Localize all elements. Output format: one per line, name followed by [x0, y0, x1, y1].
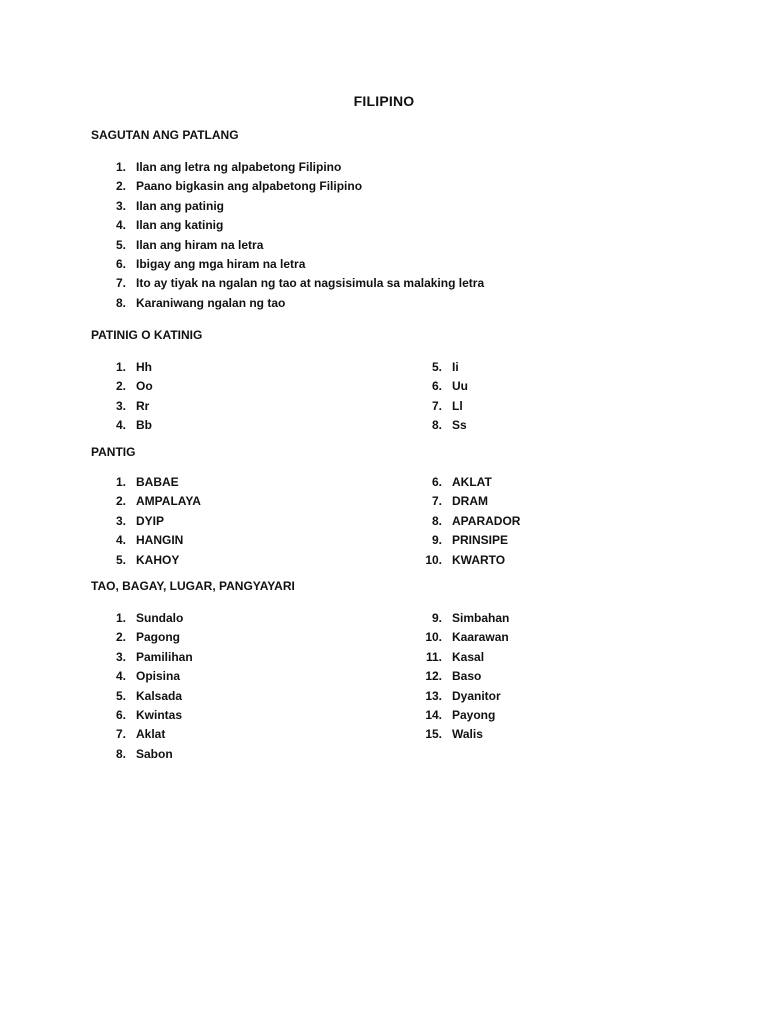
- item-text: Simbahan: [452, 611, 510, 625]
- item-text: Baso: [452, 669, 482, 684]
- item-text: AKLAT: [452, 475, 492, 489]
- section-heading-patinig: PATINIG O KATINIG: [91, 328, 203, 342]
- item-number: 4.: [115, 418, 126, 433]
- item-number: 4.: [115, 218, 126, 233]
- item-number: 5.: [115, 688, 126, 703]
- item-text: Aklat: [136, 727, 166, 742]
- pantig-right-item: [431, 531, 509, 549]
- item-text: Rr: [136, 398, 150, 413]
- item-number: 3.: [115, 398, 126, 413]
- item-text: Ito ay tiyak na ngalan ng tao at nagsisimula sa malaking letra: [136, 276, 485, 291]
- item-text: Ilan ang hiram na letra: [136, 237, 264, 252]
- tao-left-item: [115, 687, 183, 705]
- item-text: Pamilihan: [136, 649, 193, 664]
- pantig-right-item: [431, 473, 492, 491]
- item-number: 7.: [431, 494, 442, 509]
- item-text: KWARTO: [452, 552, 506, 567]
- item-text: Paano bigkasin ang alpabetong Filipino: [136, 179, 363, 194]
- item-number: 5.: [431, 360, 442, 374]
- item-text: Ll: [452, 398, 463, 413]
- item-number: 5.: [115, 237, 126, 252]
- pantig-right-item: [431, 512, 521, 530]
- sagutan-item: [115, 216, 224, 234]
- item-number: 13.: [425, 688, 442, 703]
- item-text: HANGIN: [136, 533, 184, 548]
- item-text: Sabon: [136, 746, 173, 761]
- item-text: Oo: [136, 379, 153, 394]
- tao-right-item: [431, 609, 510, 627]
- patinig-left-item: [115, 377, 153, 395]
- item-text: AMPALAYA: [136, 494, 201, 509]
- item-text: Dyanitor: [452, 688, 501, 703]
- tao-left-item: [115, 725, 166, 743]
- item-text: Payong: [452, 708, 496, 722]
- item-number: 8.: [115, 746, 126, 761]
- tao-left-item: [115, 706, 183, 724]
- item-number: 10.: [425, 552, 442, 567]
- item-text: KAHOY: [136, 552, 180, 567]
- item-number: 2.: [115, 179, 126, 194]
- tao-left-item: [115, 667, 181, 685]
- item-number: 4.: [115, 669, 126, 684]
- item-number: 8.: [431, 418, 442, 433]
- section-heading-pantig: PANTIG: [91, 445, 136, 459]
- item-number: 2.: [115, 494, 126, 509]
- item-number: 2.: [115, 630, 126, 645]
- item-number: 6.: [115, 257, 126, 271]
- item-text: DRAM: [452, 494, 488, 509]
- item-text: Uu: [452, 379, 468, 394]
- item-text: Ss: [452, 418, 467, 433]
- item-number: 14.: [425, 708, 442, 722]
- item-number: 1.: [115, 360, 126, 374]
- sagutan-item: [115, 158, 342, 176]
- tao-right-item: [425, 687, 501, 705]
- sagutan-item: [115, 177, 363, 195]
- item-number: 5.: [115, 552, 126, 567]
- item-text: Walis: [452, 727, 483, 742]
- item-number: 15.: [425, 727, 442, 742]
- section-heading-sagutan: SAGUTAN ANG PATLANG: [91, 128, 239, 142]
- sagutan-item: [115, 274, 485, 292]
- tao-left-item: [115, 628, 180, 646]
- item-text: APARADOR: [452, 513, 521, 528]
- patinig-left-item: [115, 416, 152, 434]
- item-text: BABAE: [136, 475, 179, 489]
- item-number: 1.: [115, 611, 126, 625]
- item-text: Hh: [136, 360, 152, 374]
- patinig-left-item: [115, 397, 150, 415]
- sagutan-item: [115, 197, 225, 215]
- item-text: Ilan ang patinig: [136, 198, 225, 213]
- item-number: 9.: [431, 611, 442, 625]
- sagutan-item: [115, 236, 264, 254]
- item-number: 3.: [115, 649, 126, 664]
- tao-right-item: [425, 706, 496, 724]
- patinig-right-item: [431, 397, 463, 415]
- patinig-right-item: [431, 358, 459, 376]
- item-text: PRINSIPE: [452, 533, 509, 548]
- item-number: 7.: [115, 727, 126, 742]
- item-number: 9.: [431, 533, 442, 548]
- patinig-left-item: [115, 358, 152, 376]
- pantig-right-item: [431, 492, 488, 510]
- item-number: 1.: [115, 475, 126, 489]
- item-number: 6.: [115, 708, 126, 722]
- pantig-left-item: [115, 492, 201, 510]
- item-number: 11.: [425, 649, 442, 664]
- tao-right-item: [425, 648, 485, 666]
- patinig-right-item: [431, 416, 467, 434]
- item-text: Ilan ang katinig: [136, 218, 224, 233]
- item-number: 7.: [115, 276, 126, 291]
- item-text: Ilan ang letra ng alpabetong Filipino: [136, 160, 342, 174]
- patinig-right-item: [431, 377, 468, 395]
- item-number: 4.: [115, 533, 126, 548]
- tao-left-item: [115, 648, 193, 666]
- page-title: FILIPINO: [353, 93, 415, 109]
- tao-left-item: [115, 609, 184, 627]
- item-text: Ii: [452, 360, 459, 374]
- item-text: DYIP: [136, 513, 165, 528]
- item-text: Kaarawan: [452, 630, 509, 645]
- tao-right-item: [425, 628, 509, 646]
- item-number: 12.: [425, 669, 442, 684]
- section-heading-tao: TAO, BAGAY, LUGAR, PANGYAYARI: [91, 579, 295, 593]
- item-text: Kwintas: [136, 708, 183, 722]
- item-number: 8.: [431, 513, 442, 528]
- item-number: 8.: [115, 295, 126, 310]
- item-number: 3.: [115, 513, 126, 528]
- pantig-right-item: [425, 551, 506, 569]
- item-number: 6.: [431, 475, 442, 489]
- item-text: Karaniwang ngalan ng tao: [136, 295, 286, 310]
- item-text: Kalsada: [136, 688, 183, 703]
- item-number: 6.: [431, 379, 442, 394]
- pantig-left-item: [115, 551, 180, 569]
- item-text: Pagong: [136, 630, 180, 645]
- sagutan-item: [115, 255, 306, 273]
- item-number: 2.: [115, 379, 126, 394]
- tao-left-item: [115, 745, 173, 763]
- item-number: 7.: [431, 398, 442, 413]
- pantig-left-item: [115, 531, 184, 549]
- tao-right-item: [425, 725, 483, 743]
- item-number: 3.: [115, 198, 126, 213]
- item-number: 10.: [425, 630, 442, 645]
- item-text: Sundalo: [136, 611, 184, 625]
- sagutan-item: [115, 294, 286, 312]
- item-number: 1.: [115, 160, 126, 174]
- item-text: Opisina: [136, 669, 181, 684]
- pantig-left-item: [115, 473, 179, 491]
- item-text: Kasal: [452, 649, 485, 664]
- item-text: Bb: [136, 418, 152, 433]
- pantig-left-item: [115, 512, 165, 530]
- item-text: Ibigay ang mga hiram na letra: [136, 257, 306, 271]
- tao-right-item: [425, 667, 482, 685]
